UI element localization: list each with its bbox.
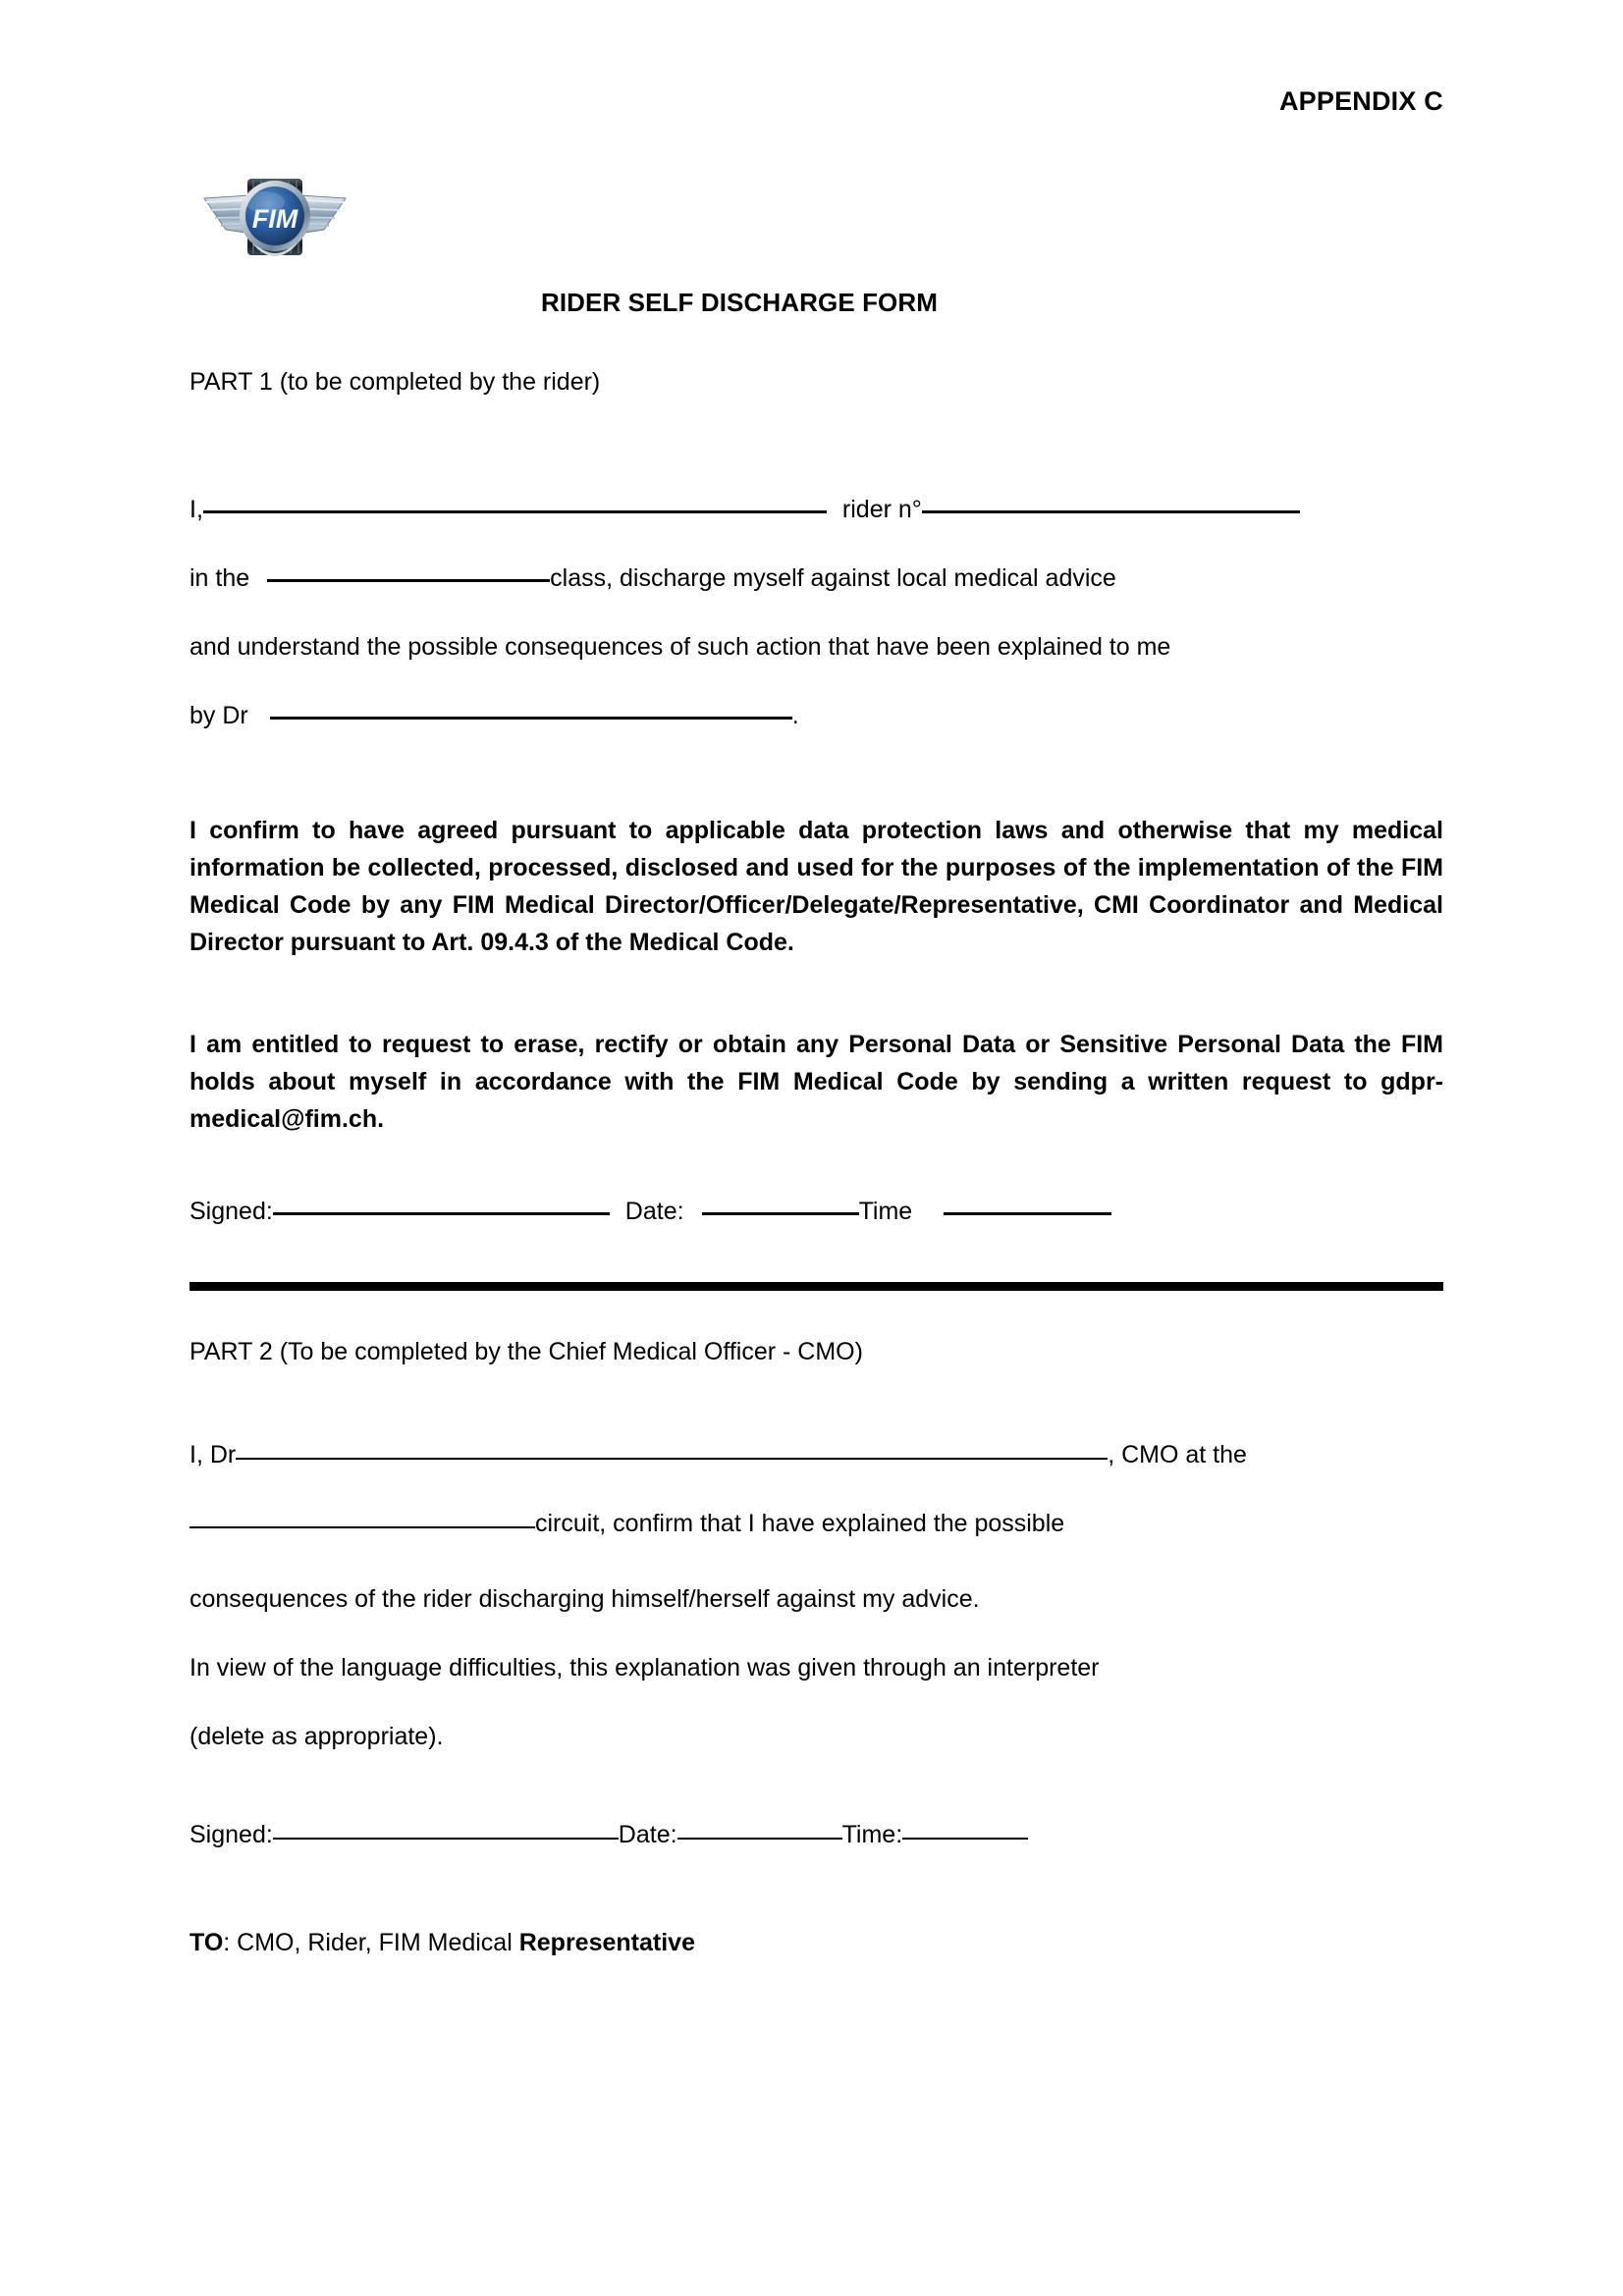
part1-in-the-label: in the — [189, 564, 250, 592]
logo-wordmark: FIM — [251, 204, 298, 234]
part2-consequences-line: consequences of the rider discharging himself/herself against my advice. — [189, 1585, 980, 1613]
part1-name-blank[interactable] — [203, 510, 827, 513]
part2-circuit-blank[interactable] — [189, 1526, 535, 1528]
appendix-label: APPENDIX C — [1278, 86, 1443, 116]
part2-cmo-name-blank[interactable] — [236, 1458, 1108, 1460]
part1-doctor-blank[interactable] — [270, 717, 792, 720]
section-divider — [189, 1282, 1443, 1291]
part1-time-label: Time — [858, 1198, 913, 1225]
footer-recipients — [189, 1926, 695, 1959]
part2-time-blank[interactable] — [902, 1838, 1028, 1840]
part2-cmo-line — [189, 1438, 1247, 1471]
part2-interpreter-line: In view of the language difficulties, this explanation was given through an interpreter — [189, 1654, 1100, 1682]
part1-class-rest: class, discharge myself against local medical advice — [550, 564, 1116, 592]
part2-heading: PART 2 (To be completed by the Chief Medical Officer - CMO) — [189, 1338, 863, 1365]
part1-doctor-line — [189, 699, 799, 732]
part1-rights-paragraph: I am entitled to request to erase, rectify or obtain any Personal Data or Sensitive Personal Data the FIM holds about myself in accordance with the FIM Medical Code by sending a written request to gdpr-medical@fim.ch. — [189, 1031, 1443, 1133]
part2-signed-label: Signed: — [189, 1821, 273, 1848]
part1-class-line — [189, 561, 1116, 595]
part1-doctor-period: . — [791, 702, 799, 729]
part2-circuit-line — [189, 1507, 1443, 1540]
part2-signed-blank[interactable] — [273, 1838, 619, 1840]
part1-class-blank[interactable] — [267, 579, 550, 582]
part1-understand-line: and understand the possible consequences of such action that have been explained to me — [189, 633, 1171, 661]
part1-rider-no-blank[interactable] — [922, 510, 1300, 513]
part1-date-label: Date: — [624, 1198, 684, 1225]
part2-circuit-rest: circuit, confirm that I have explained the possible — [535, 1510, 1065, 1537]
footer-to-middle: : CMO, Rider, FIM Medical — [223, 1929, 519, 1956]
part1-signature-line — [189, 1195, 1111, 1228]
part1-signed-blank[interactable] — [273, 1212, 610, 1215]
part1-time-blank[interactable] — [944, 1212, 1111, 1215]
part2-time-label: Time: — [841, 1821, 903, 1848]
part2-delete-line: (delete as appropriate). — [189, 1723, 444, 1750]
part1-by-dr-label: by Dr — [189, 702, 248, 729]
part1-name-line — [189, 493, 1300, 526]
part1-date-blank[interactable] — [702, 1212, 859, 1215]
part1-signed-label: Signed: — [189, 1198, 273, 1225]
fim-logo-svg — [196, 159, 353, 275]
part1-heading: PART 1 (to be completed by the rider) — [189, 368, 601, 396]
fim-logo — [196, 159, 353, 275]
part2-i-dr-label: I, Dr — [189, 1441, 237, 1468]
part2-cmo-at-the: , CMO at the — [1108, 1441, 1247, 1468]
page-title: RIDER SELF DISCHARGE FORM — [540, 288, 939, 317]
footer-to-label: TO — [189, 1929, 224, 1956]
part1-i-label: I, — [189, 496, 203, 523]
part2-date-label: Date: — [618, 1821, 677, 1848]
part2-signature-line — [189, 1818, 1028, 1851]
part1-rider-no-label: rider n° — [841, 496, 922, 523]
part1-consent-paragraph: I confirm to have agreed pursuant to applicable data protection laws and otherwise that my medical information be collected, processed, disclosed and used for the purposes of the implementation of the FIM Medical Code by any FIM Medical Director/Officer/Delegate/Representative, CMI Coordinator and Medical Director pursuant to Art. 09.4.3 of the Medical Code. — [189, 817, 1443, 956]
part2-date-blank[interactable] — [677, 1838, 842, 1840]
footer-to-bold-tail: Representative — [518, 1929, 695, 1956]
